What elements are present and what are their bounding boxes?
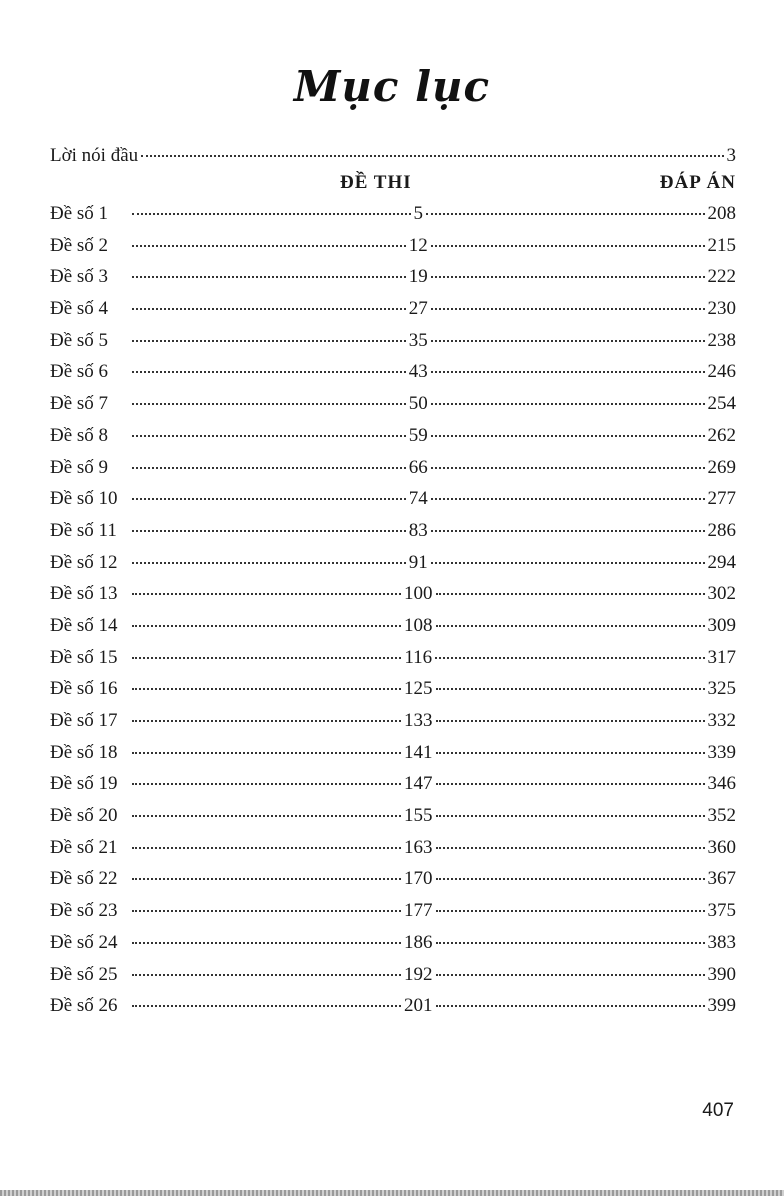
exam-page-number: 35 [408, 329, 428, 351]
dot-leader [431, 498, 705, 500]
answer-page-number: 254 [707, 393, 736, 415]
answer-page-number: 246 [707, 361, 736, 383]
exam-page-number: 125 [404, 678, 433, 700]
dot-leader [132, 308, 406, 310]
toc-row [50, 361, 736, 393]
dot-leader [436, 720, 705, 722]
dot-leader [436, 688, 705, 690]
answer-page-number: 390 [707, 963, 736, 985]
toc-row [50, 266, 736, 298]
dot-leader [132, 467, 406, 469]
exam-page-number: 155 [404, 805, 433, 827]
toc-row [50, 235, 736, 267]
toc-row [50, 520, 736, 552]
toc-row [50, 298, 736, 330]
exam-page-number: 163 [404, 836, 433, 858]
dot-leader [132, 593, 401, 595]
dot-leader [132, 720, 401, 722]
dot-leader [436, 974, 705, 976]
answer-page-number: 230 [707, 298, 736, 320]
answer-page-number: 238 [707, 329, 736, 351]
answer-page-number: 222 [707, 266, 736, 288]
dot-leader [132, 815, 401, 817]
answer-page-number: 317 [707, 646, 737, 668]
answer-page-number: 339 [707, 741, 736, 763]
toc-row [50, 615, 736, 647]
toc-row [50, 837, 736, 869]
dot-leader [431, 467, 705, 469]
toc-entry-label: Đề số 12 [50, 551, 118, 573]
dot-leader [426, 213, 705, 215]
dot-leader [436, 910, 705, 912]
toc-entry-label: Đề số 4 [50, 298, 109, 320]
toc-entry-label: Đề số 20 [50, 805, 118, 827]
dot-leader [436, 815, 705, 817]
toc-entry-label: Đề số 7 [50, 393, 109, 415]
exam-page-number: 133 [404, 710, 433, 731]
toc-row [50, 678, 736, 710]
dot-leader [436, 878, 705, 880]
dot-leader [436, 752, 705, 754]
dot-leader [132, 942, 401, 944]
exam-page-number: 74 [408, 488, 428, 510]
toc-row [50, 964, 736, 996]
toc-entry-label: Đề số 15 [50, 646, 118, 668]
toc-entry-label: Đề số 22 [50, 868, 118, 890]
dot-leader [431, 435, 705, 437]
dot-leader [141, 155, 723, 157]
answer-page-number: 215 [707, 234, 736, 256]
exam-page-number: 5 [413, 203, 423, 224]
answer-page-number: 262 [707, 424, 736, 446]
dot-leader [132, 245, 406, 247]
intro-label: Lời nói đầu [50, 145, 139, 166]
toc-entry-label: Đề số 8 [50, 424, 109, 446]
toc-row [50, 647, 736, 679]
toc-entry-label: Đề số 1 [50, 203, 109, 224]
toc-entry-label: Đề số 9 [50, 456, 109, 478]
exam-page-number: 177 [404, 900, 433, 922]
answer-page-number: 277 [707, 488, 736, 510]
toc-row [50, 710, 736, 742]
toc-row [50, 552, 736, 584]
toc-row [50, 773, 736, 805]
dot-leader [435, 657, 704, 659]
toc-row [50, 742, 736, 774]
exam-page-number: 12 [408, 234, 428, 256]
dot-leader [132, 276, 406, 278]
dot-leader [132, 435, 406, 437]
dot-leader [436, 625, 705, 627]
exam-page-number: 141 [404, 741, 433, 763]
toc-entry-label: Đề số 10 [50, 488, 118, 510]
exam-page-number: 201 [404, 995, 433, 1017]
exam-page-number: 100 [404, 583, 433, 605]
dot-leader [132, 974, 401, 976]
answer-page-number: 383 [707, 931, 736, 953]
toc-entry-label: Đề số 3 [50, 266, 109, 288]
toc-entry-label: Đề số 25 [50, 963, 118, 985]
answer-column-header: ĐÁP ÁN [659, 172, 736, 193]
page-title: Mục lục [293, 62, 491, 111]
dot-leader [431, 276, 705, 278]
answer-page-number: 309 [707, 614, 736, 636]
dot-leader [132, 783, 401, 785]
dot-leader [132, 562, 406, 564]
dot-leader [132, 403, 406, 405]
column-headers [0, 172, 784, 202]
answer-page-number: 375 [707, 900, 736, 922]
exam-page-number: 27 [408, 298, 428, 320]
answer-page-number: 399 [707, 995, 736, 1017]
toc-intro-row [50, 145, 736, 167]
exam-page-number: 50 [408, 393, 428, 415]
toc-row [50, 995, 736, 1027]
exam-page-number: 66 [408, 456, 428, 478]
dot-leader [436, 783, 705, 785]
dot-leader [431, 340, 705, 342]
dot-leader [132, 340, 406, 342]
dot-leader [132, 371, 406, 373]
dot-leader [132, 625, 401, 627]
answer-page-number: 332 [707, 710, 736, 731]
exam-page-number: 192 [404, 963, 433, 985]
answer-page-number: 269 [707, 456, 736, 478]
dot-leader [436, 1005, 705, 1007]
toc-entry-label: Đề số 18 [50, 741, 118, 763]
dot-leader [132, 498, 406, 500]
toc-row [50, 900, 736, 932]
answer-page-number: 294 [707, 551, 736, 573]
toc-entry-label: Đề số 14 [50, 614, 118, 636]
answer-page-number: 367 [707, 868, 736, 890]
dot-leader [431, 562, 705, 564]
toc-entry-label: Đề số 2 [50, 234, 109, 256]
toc-entry-label: Đề số 24 [50, 931, 118, 953]
toc-entry-label: Đề số 17 [50, 710, 118, 731]
answer-page-number: 325 [707, 678, 736, 700]
dot-leader [431, 371, 705, 373]
exam-page-number: 59 [408, 424, 428, 446]
exam-page-number: 83 [408, 519, 428, 541]
toc-row [50, 583, 736, 615]
exam-page-number: 170 [404, 868, 433, 890]
dot-leader [132, 878, 401, 880]
exam-page-number: 116 [404, 646, 433, 668]
dot-leader [132, 752, 401, 754]
answer-page-number: 208 [707, 203, 736, 224]
toc-entry-label: Đề số 13 [50, 583, 118, 605]
dot-leader [436, 942, 705, 944]
toc-row [50, 457, 736, 489]
dot-leader [132, 530, 406, 532]
toc-entry-label: Đề số 11 [50, 519, 117, 541]
toc-row [50, 425, 736, 457]
answer-page-number: 360 [707, 836, 736, 858]
answer-page-number: 302 [707, 583, 736, 605]
dot-leader [132, 847, 401, 849]
dot-leader [431, 530, 705, 532]
exam-page-number: 19 [408, 266, 428, 288]
toc-row [50, 330, 736, 362]
toc-entry-label: Đề số 26 [50, 995, 118, 1017]
dot-leader [431, 308, 705, 310]
dot-leader [132, 213, 411, 215]
exam-column-header: ĐỀ THI [340, 172, 412, 193]
toc-row [50, 932, 736, 964]
toc-entry-label: Đề số 5 [50, 329, 109, 351]
toc-row [50, 488, 736, 520]
answer-page-number: 352 [707, 805, 736, 827]
dot-leader [132, 1005, 401, 1007]
exam-page-number: 108 [404, 614, 433, 636]
exam-page-number: 186 [404, 931, 433, 953]
exam-page-number: 43 [408, 361, 428, 383]
page-number: 407 [702, 1100, 734, 1121]
toc-entry-label: Đề số 21 [50, 836, 118, 858]
toc-entry-label: Đề số 16 [50, 678, 118, 700]
toc-entry-label: Đề số 19 [50, 773, 118, 795]
toc-row [50, 868, 736, 900]
answer-page-number: 346 [707, 773, 736, 795]
dot-leader [436, 847, 705, 849]
dot-leader [132, 688, 401, 690]
dot-leader [431, 403, 705, 405]
dot-leader [132, 657, 401, 659]
exam-page-number: 91 [408, 551, 428, 573]
toc-row [50, 805, 736, 837]
intro-page: 3 [726, 145, 736, 166]
exam-page-number: 147 [404, 773, 433, 795]
dot-leader [431, 245, 705, 247]
toc-row [50, 393, 736, 425]
dot-leader [436, 593, 705, 595]
answer-page-number: 286 [707, 519, 736, 541]
toc-entries [50, 203, 736, 1027]
dot-leader [132, 910, 401, 912]
scan-edge [0, 1190, 784, 1196]
toc-entry-label: Đề số 23 [50, 900, 118, 922]
toc-entry-label: Đề số 6 [50, 361, 109, 383]
toc-row [50, 203, 736, 235]
